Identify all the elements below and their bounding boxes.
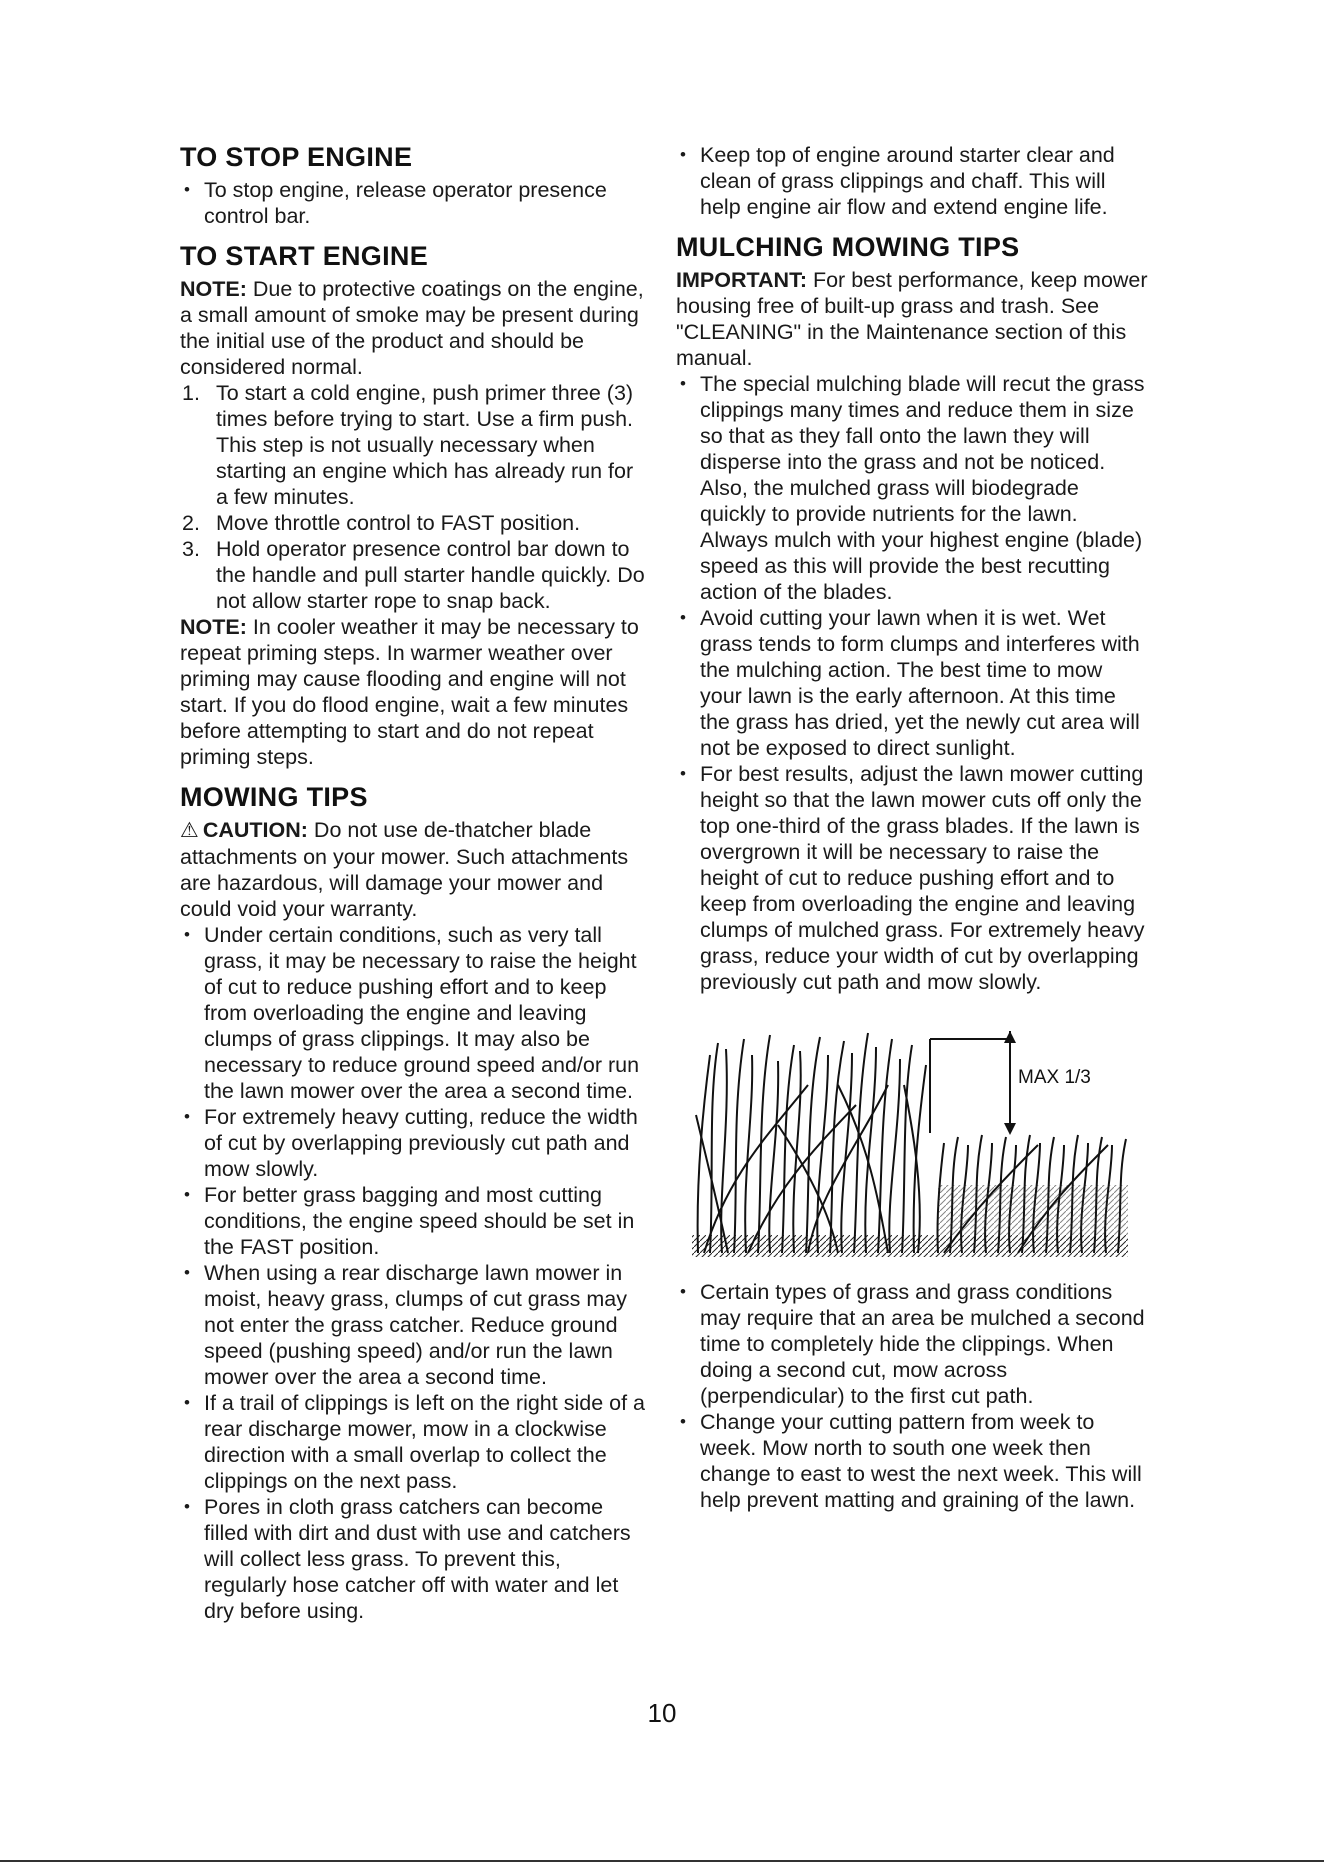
step-text: Move throttle control to FAST position. <box>216 511 581 535</box>
caution-text: Do not use de-thatcher blade attachments on your mower. Such attachments are hazardous, will damage your mower and could void your warranty. <box>180 818 629 921</box>
list-item: • For extremely heavy cutting, reduce the width of cut by overlapping previously cut path and mow slowly. <box>180 1104 646 1182</box>
list-item: • Certain types of grass and grass conditions may require that an area be mulched a second time to completely hide the clippings. When doing a second cut, mow across (perpendicular) to the first cut path. <box>676 1279 1150 1409</box>
list-item <box>180 510 646 536</box>
warning-triangle-icon: ⚠ <box>180 819 199 842</box>
note-label: NOTE: <box>180 615 247 639</box>
stop-engine-list <box>180 177 646 229</box>
mulching-tips-list-continued <box>676 1279 1150 1513</box>
list-item: • Avoid cutting your lawn when it is wet. Wet grass tends to form clumps and interferes with the mulching action. The best time to mow your lawn is the early afternoon. At this time the grass has dried, yet the newly cut area will not be exposed to direct sunlight. <box>676 605 1150 761</box>
important-paragraph <box>676 267 1150 371</box>
mulching-tips-heading: MULCHING MOWING TIPS <box>676 232 1020 262</box>
list-item <box>180 536 646 614</box>
bottom-divider <box>0 1860 1324 1862</box>
max-label: MAX 1/3 <box>1018 1067 1091 1088</box>
important-text: For best performance, keep mower housing free of built-up grass and trash. See "CLEANING" in the Maintenance section of this manual. <box>676 268 1148 370</box>
step-text: To start a cold engine, push primer three (3) times before trying to start. Use a firm push. This step is not usually necessary when starting an engine which has already run for a few minutes. <box>216 381 634 509</box>
grass-height-figure <box>688 1025 1132 1257</box>
caution-label: CAUTION: <box>202 818 308 842</box>
step-number: 1. <box>182 381 200 405</box>
arrow-up-icon <box>1004 1031 1016 1043</box>
note-label: NOTE: <box>180 277 247 301</box>
step-text: Hold operator presence control bar down to the handle and pull starter handle quickly. Do not allow starter rope to snap back. <box>216 537 645 613</box>
list-item: • Pores in cloth grass catchers can become filled with dirt and dust with use and catchers will collect less grass. To prevent this, regularly hose catcher off with water and let dry before using. <box>180 1494 646 1624</box>
list-item: • If a trail of clippings is left on the right side of a rear discharge mower, mow in a clockwise direction with a small overlap to collect the clippings on the next pass. <box>180 1390 646 1494</box>
arrow-down-icon <box>1004 1123 1016 1135</box>
start-note <box>180 276 646 380</box>
start-engine-heading: TO START ENGINE <box>180 241 429 271</box>
caution-paragraph <box>180 817 646 922</box>
left-column <box>180 142 646 1624</box>
tall-grass <box>696 1033 926 1253</box>
mulching-tips-list <box>676 371 1150 995</box>
note-text: Due to protective coatings on the engine, a small amount of smoke may be present during the initial use of the product and should be considered normal. <box>180 277 644 379</box>
mowing-tips-heading: MOWING TIPS <box>180 782 368 812</box>
note-text: In cooler weather it may be necessary to repeat priming steps. In warmer weather over priming may cause flooding and engine will not start. If you do flood engine, wait a few minutes before attempting to start and do not repeat priming steps. <box>180 615 639 769</box>
list-item <box>180 380 646 510</box>
list-item: • Under certain conditions, such as very tall grass, it may be necessary to raise the height of cut to reduce pushing effort and to keep from overloading the engine and leaving clumps of grass clippings. It may also be necessary to reduce ground speed and/or run the lawn mower over the area a second time. <box>180 922 646 1104</box>
list-item: • For best results, adjust the lawn mower cutting height so that the lawn mower cuts off only the top one-third of the grass blades. If the lawn is overgrown it will be necessary to raise the height of cut to reduce pushing effort and to keep from overloading the engine and leaving clumps of mulched grass. For extremely heavy grass, reduce your width of cut by overlapping previously cut path and mow slowly. <box>676 761 1150 995</box>
stop-engine-heading: TO STOP ENGINE <box>180 142 413 172</box>
list-item: • Keep top of engine around starter clear and clean of grass clippings and chaff. This will help engine air flow and extend engine life. <box>676 142 1150 220</box>
right-column <box>676 142 1150 1513</box>
start-note-2 <box>180 614 646 770</box>
list-item: • The special mulching blade will recut the grass clippings many times and reduce them in size so that as they fall onto the lawn they will disperse into the grass and not be noticed. Also, the mulched grass will biodegrade quickly to provide nutrients for the lawn. Always mulch with your highest engine (blade) speed as this will provide the best recutting action of the blades. <box>676 371 1150 605</box>
mowing-tips-list-continued <box>676 142 1150 220</box>
start-steps <box>180 380 646 614</box>
cut-grass-shading <box>938 1185 1128 1235</box>
mowing-tips-list <box>180 922 646 1624</box>
list-item: • Change your cutting pattern from week to week. Mow north to south one week then change to east to west the next week. This will help prevent matting and graining of the lawn. <box>676 1409 1150 1513</box>
step-number: 2. <box>182 511 200 535</box>
step-number: 3. <box>182 537 200 561</box>
list-item: • For better grass bagging and most cutting conditions, the engine speed should be set in the FAST position. <box>180 1182 646 1260</box>
grass-illustration <box>688 1025 1132 1257</box>
page-number: 10 <box>647 1698 677 1728</box>
important-label: IMPORTANT: <box>676 268 807 292</box>
list-item: • When using a rear discharge lawn mower in moist, heavy grass, clumps of cut grass may not enter the grass catcher. Reduce ground speed (pushing speed) and/or run the lawn mower over the area a second time. <box>180 1260 646 1390</box>
list-item: • To stop engine, release operator presence control bar. <box>180 177 646 229</box>
